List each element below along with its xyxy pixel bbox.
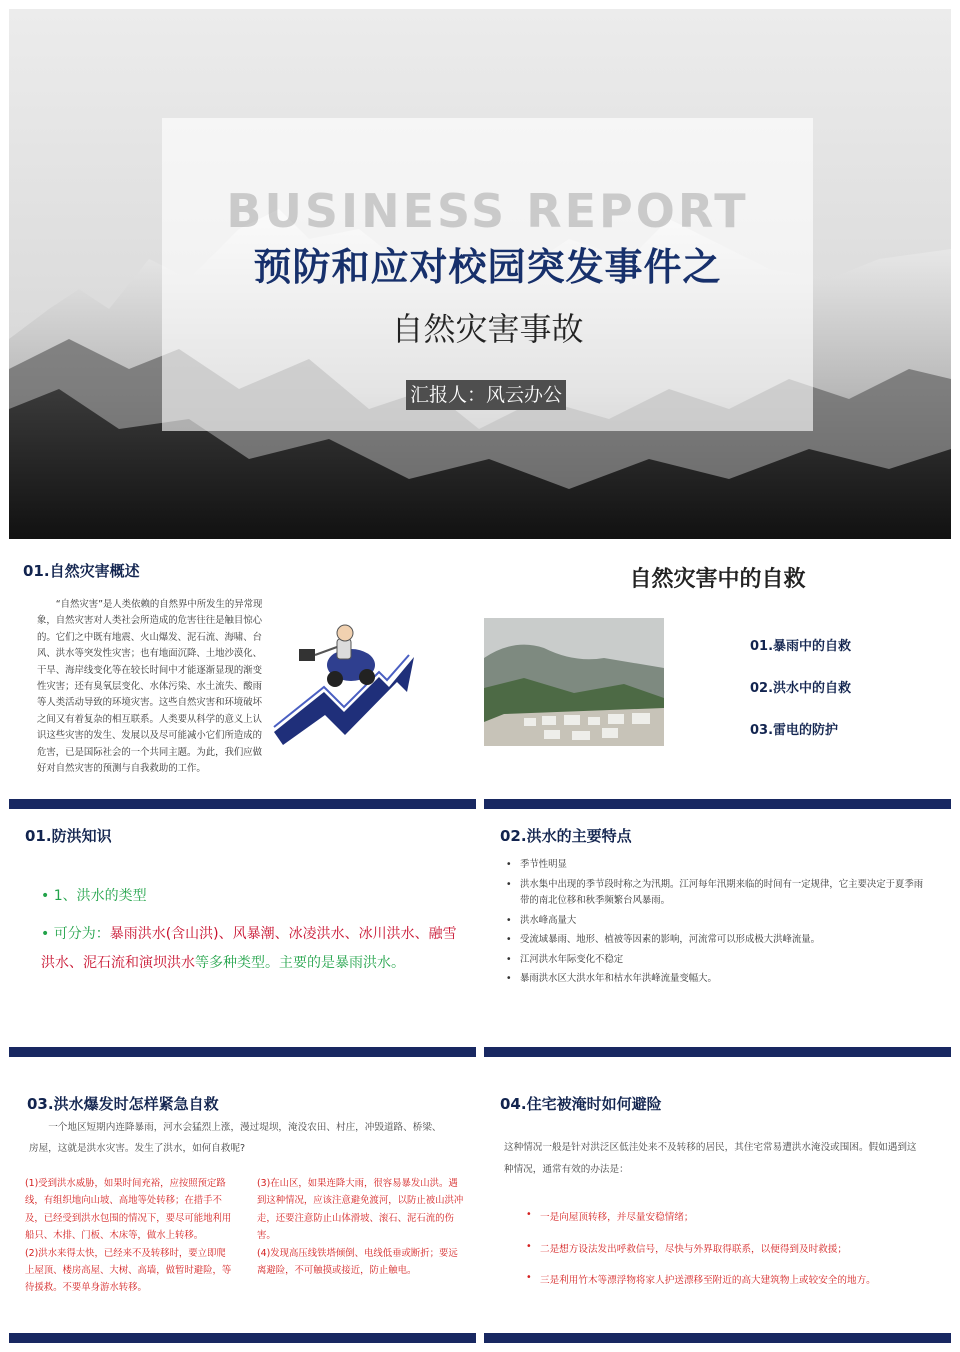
cover-title: 预防和应对校园突发事件之 xyxy=(253,245,722,289)
house-flooded-slide xyxy=(484,1065,951,1343)
house-tip-3: • 三是利用竹木等漂浮物将家人护送漂移至附近的高大建筑物上或较安全的地方。 xyxy=(540,1272,876,1286)
emergency-tip: (2)洪水来得太快，已经来不及转移时，要立即爬上屋顶、楼房高屋、大树、高墙，做暂时避险，等待援救。不要单身游水转移。 xyxy=(25,1247,232,1294)
cover-slide xyxy=(9,9,951,539)
flood-knowledge-slide xyxy=(9,817,476,1057)
self-rescue-item-3: 03.雷电的防护 xyxy=(750,723,839,738)
slide-title: 01.防洪知识 xyxy=(25,827,112,845)
slide-footer-bar xyxy=(484,1047,951,1057)
emergency-tip: (4)发现高压线铁塔倾倒、电线低垂或断折；要远离避险，不可触摸或接近，防止触电。 xyxy=(257,1247,458,1277)
emergency-column-right xyxy=(257,1175,467,1279)
cover-subtitle: 自然灾害事故 xyxy=(391,310,584,348)
slide-title: 01.自然灾害概述 xyxy=(23,562,140,580)
flood-features-slide xyxy=(484,817,951,1057)
slide-title: 自然灾害中的自救 xyxy=(629,567,806,592)
flood-type-heading: • 1、洪水的类型 xyxy=(41,888,147,904)
reporter-badge: 汇报人：风云办公 xyxy=(406,380,566,410)
house-tip-1: • 一是向屋顶转移，并尽量安稳情绪； xyxy=(540,1209,694,1223)
list-item: • 季节性明显 xyxy=(506,857,926,874)
list-item: • 暴雨洪水区大洪水年和枯水年洪峰流量变幅大。 xyxy=(506,971,926,988)
emergency-tip: (3)在山区，如果连降大雨，很容易暴发山洪。遇到这种情况，应该注意避免渡河，以防止被山洪冲走，还要注意防止山体滑坡、滚石、泥石流的伤害。 xyxy=(257,1178,464,1242)
self-rescue-item-1: 01.暴雨中的自救 xyxy=(750,639,852,654)
slide-footer-bar xyxy=(9,799,476,809)
overview-slide xyxy=(9,547,476,809)
slide-title: 02.洪水的主要特点 xyxy=(500,827,632,845)
list-item: • 洪水集中出现的季节段时称之为汛期。江河每年汛期来临的时间有一定规律，它主要决定于夏季雨带的南北位移和秋季频繁台风暴雨。 xyxy=(506,877,926,910)
emergency-intro: 一个地区短期内连降暴雨，河水会猛烈上涨，漫过堤坝，淹没农田、村庄，冲毁道路、桥梁、房屋，这就是洪水灾害。发生了洪水，如何自救呢? xyxy=(29,1122,442,1154)
flood-features-list xyxy=(506,857,926,991)
house-intro: 这种情况一般是针对洪泛区低洼处来不及转移的居民，其住宅常易遭洪水淹没或围困。假如遇到这种情况，通常有效的办法是： xyxy=(504,1142,917,1175)
list-item: • 受流域暴雨、地形、植被等因素的影响，河流常可以形成极大洪峰流量。 xyxy=(506,932,926,949)
self-rescue-slide xyxy=(484,547,951,809)
background-watermark-text: BUSINESS REPORT xyxy=(226,184,749,238)
businessman-scooter-illustration xyxy=(269,617,419,747)
emergency-tip: (1)受到洪水威胁，如果时间充裕，应按照预定路线，有组织地向山坡、高地等处转移；在措手不及，已经受到洪水包围的情况下，要尽可能地利用船只、木排、门板、木床等，做水上转移。 xyxy=(25,1178,232,1242)
list-item: • 江河洪水年际变化不稳定 xyxy=(506,952,926,969)
slide-title: 04.住宅被淹时如何避险 xyxy=(500,1095,662,1113)
flood-town-photo xyxy=(484,618,664,746)
slide-footer-bar xyxy=(9,1333,476,1343)
flood-type-paragraph xyxy=(41,920,461,978)
slide-footer-bar xyxy=(9,1047,476,1057)
slide-title: 03.洪水爆发时怎样紧急自救 xyxy=(27,1095,219,1113)
emergency-column-left xyxy=(25,1175,235,1297)
overview-paragraph: “自然灾害”是人类依赖的自然界中所发生的异常现象，自然灾害对人类社会所造成的危害往往是触目惊心的。它们之中既有地震、火山爆发、泥石流、海啸、台风、洪水等突发性灾害；也有地面沉降、土地沙漠化、干旱、海岸线变化等在较长时间中才能逐渐显现的渐变性灾害；还有臭氧层变化、水体污染、水土流失、酸雨等人类活动导致的环境灾害。这些自然灾害和环境破坏之间又有着复杂的相互联系。人类要从科学的意义上认识这些灾害的发生、发展以及尽可能减小它们所造成的危害，已是国际社会的一个共同主题。为此，我们应做好对自然灾害的预测与自我救助的工作。 xyxy=(37,599,263,775)
slide-footer-bar xyxy=(484,799,951,809)
self-rescue-item-2: 02.洪水中的自救 xyxy=(750,681,852,696)
flood-type-prefix: • 可分为： xyxy=(41,926,110,942)
list-item: • 洪水峰高量大 xyxy=(506,913,926,930)
house-tip-2: • 二是想方设法发出呼救信号，尽快与外界取得联系，以便得到及时救援； xyxy=(540,1241,847,1255)
title-panel xyxy=(162,118,813,431)
flood-type-suffix: 等多种类型。主要的是暴雨洪水。 xyxy=(195,955,405,971)
slide-footer-bar xyxy=(484,1333,951,1343)
emergency-self-rescue-slide xyxy=(9,1065,476,1343)
flood-type-list: 暴雨洪水(含山洪)、风暴潮、冰凌洪水、冰川洪水、融雪洪水、泥石流和演坝洪水 xyxy=(41,926,457,971)
